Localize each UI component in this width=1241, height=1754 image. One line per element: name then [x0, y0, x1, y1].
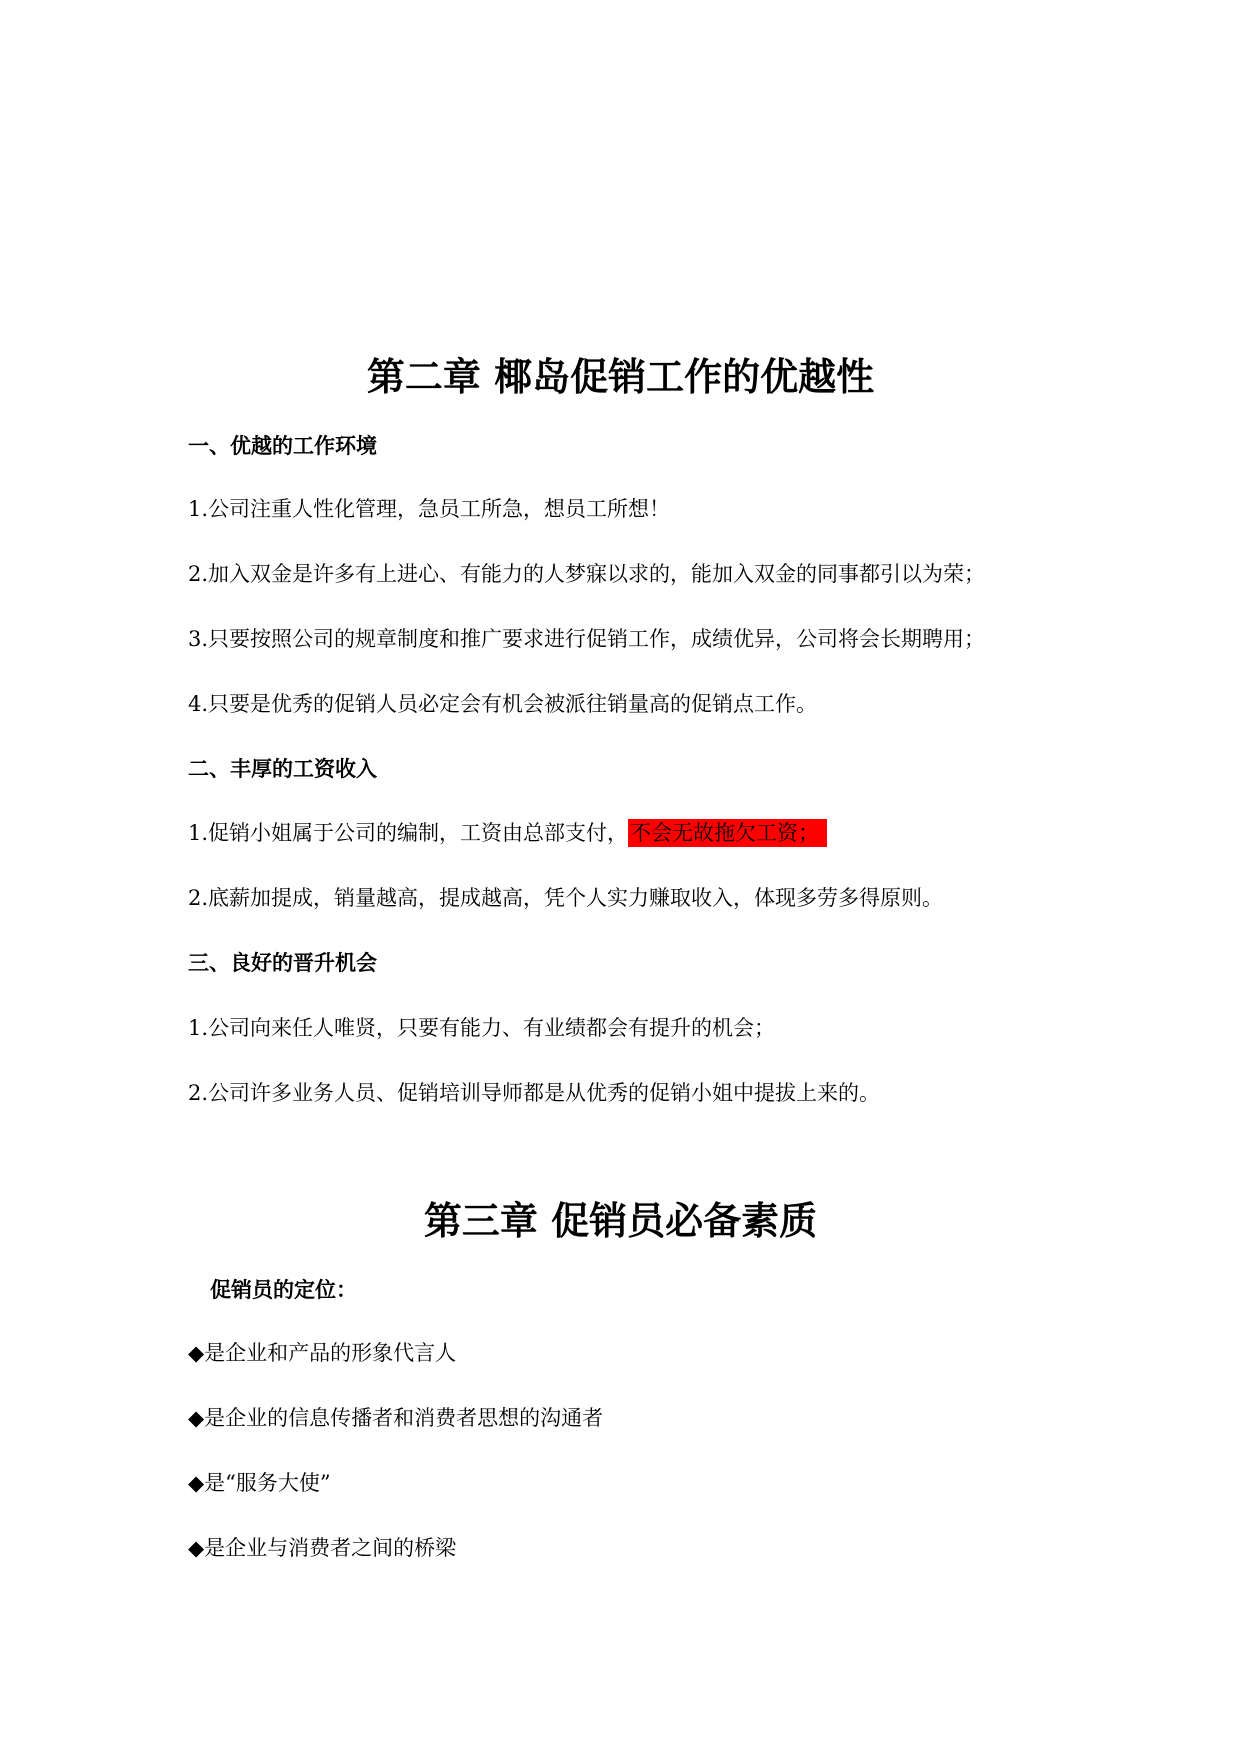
env-item-2: 2.加入双金是许多有上进心、有能力的人梦寐以求的，能加入双金的同事都引以为荣；: [188, 562, 986, 586]
positioning-bullet-2: ◆是企业的信息传播者和消费者思想的沟通者: [188, 1406, 604, 1430]
positioning-bullet-4: ◆是企业与消费者之间的桥梁: [188, 1536, 457, 1560]
section-heading-promotion: 三、良好的晋升机会: [188, 951, 377, 975]
section-heading-work-environment: 一、优越的工作环境: [188, 434, 377, 458]
highlighted-text: 不会无故拖欠工资；: [628, 819, 827, 847]
salary-item-1-text: 1.促销小姐属于公司的编制，工资由总部支付，: [188, 821, 629, 845]
chapter-2-title: 第二章 椰岛促销工作的优越性: [366, 354, 875, 399]
positioning-subheading: 促销员的定位：: [210, 1278, 357, 1302]
env-item-3: 3.只要按照公司的规章制度和推广要求进行促销工作，成绩优异，公司将会长期聘用；: [188, 627, 986, 651]
salary-item-2: 2.底薪加提成，销量越高，提成越高，凭个人实力赚取收入，体现多劳多得原则。: [188, 886, 944, 910]
env-item-4: 4.只要是优秀的促销人员必定会有机会被派往销量高的促销点工作。: [188, 692, 818, 716]
promotion-item-2: 2.公司许多业务人员、促销培训导师都是从优秀的促销小姐中提拔上来的。: [188, 1081, 881, 1105]
section-heading-salary: 二、丰厚的工资收入: [188, 757, 377, 781]
env-item-1: 1.公司注重人性化管理，急员工所急，想员工所想！: [188, 497, 671, 521]
positioning-bullet-1: ◆是企业和产品的形象代言人: [188, 1341, 457, 1365]
promotion-item-1: 1.公司向来任人唯贤，只要有能力、有业绩都会有提升的机会；: [188, 1016, 776, 1040]
chapter-3-title: 第三章 促销员必备素质: [423, 1198, 818, 1243]
positioning-bullet-3: ◆是“服务大使”: [188, 1471, 331, 1495]
salary-item-1: [188, 818, 1088, 848]
